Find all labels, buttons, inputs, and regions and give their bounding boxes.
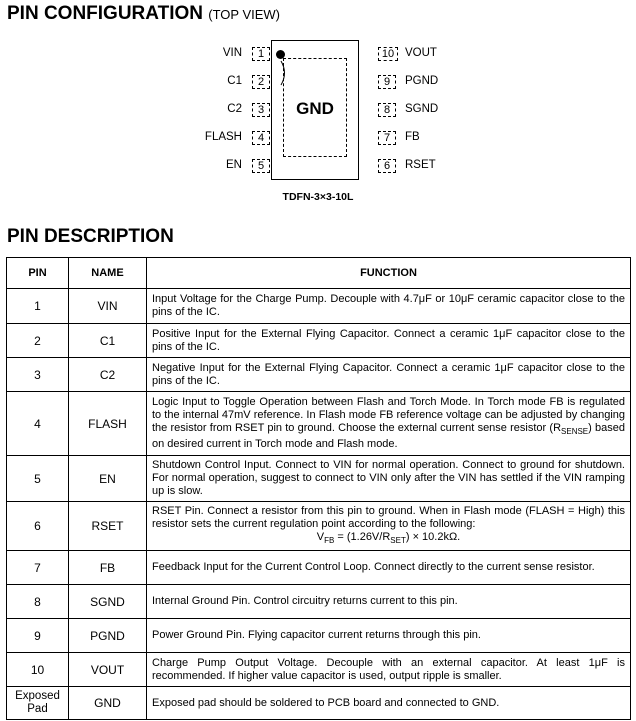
pin-description-table [6,257,631,720]
pin-cell: 9 [7,619,69,653]
header-name: NAME [69,258,147,289]
pin-cell: 3 [7,358,69,392]
name-cell: PGND [69,619,147,653]
table-row [7,585,631,619]
pin-name-pgnd: PGND [405,75,439,87]
table-header-row [7,258,631,289]
package-diagram [204,36,439,186]
formula-end: ) × 10.2kΩ. [405,531,461,543]
rset-formula [152,531,625,547]
formula-v: V [316,531,325,543]
pin-box-2: 2 [252,75,270,89]
name-cell: VOUT [69,653,147,687]
function-cell: Positive Input for the External Flying Capacitor. Connect a ceramic 1μF capacitor close to the pins of the IC. [147,324,631,358]
pin-box-5: 5 [252,159,270,173]
pin-box-6: 6 [378,159,396,173]
pin-cell [7,687,69,720]
table-row [7,687,631,720]
pin-cell: 5 [7,456,69,502]
table-row [7,289,631,324]
rsense-subscript: SENSE [561,427,589,437]
function-cell: Exposed pad should be soldered to PCB board and connected to GND. [147,687,631,720]
pin-box-8: 8 [378,103,396,117]
table-row [7,653,631,687]
header-function: FUNCTION [147,258,631,289]
package-caption: TDFN-3×3-10L [282,191,354,203]
name-cell: VIN [69,289,147,324]
function-cell: Negative Input for the External Flying Capacitor. Connect a ceramic 1μF capacitor close to the pins of the IC. [147,358,631,392]
function-text: Logic Input to Toggle Operation between Flash and Torch Mode. In Torch mode FB is regulated to the internal 47mV reference. In Flash mode FB reference voltage can be adjusted by changing the resistor from RSET pin to ground. Choose the external current sense resistor (R [152,395,625,434]
top-view-subtitle: (TOP VIEW) [208,7,281,22]
function-text: RSET Pin. Connect a resistor from this pin to ground. When in Flash mode (FLASH = High) this resistor sets the current regulation point according to the following: [152,505,625,530]
pin-box-7: 7 [378,131,396,145]
pin-name-vout: VOUT [405,47,437,59]
pin-box-10: 10 [378,47,398,61]
name-cell: GND [69,687,147,720]
name-cell: SGND [69,585,147,619]
pin-cell-line2: Pad [27,703,48,716]
table-row [7,392,631,456]
formula-set-subscript: SET [390,536,406,546]
pin-box-3: 3 [252,103,270,117]
pin-configuration-title [7,3,280,25]
function-cell: Charge Pump Output Voltage. Decouple with an external capacitor. At least 1μF is recommended. If higher value capacitor is used, output ripple is smaller. [147,653,631,687]
pin-name-rset: RSET [405,159,436,171]
pin-description-title: PIN DESCRIPTION [7,226,174,247]
exposed-pad-label: GND [296,99,334,118]
name-cell: FB [69,551,147,585]
name-cell: EN [69,456,147,502]
pin-box-1: 1 [252,47,270,61]
pin-name-c2: C2 [227,103,242,115]
function-cell: Feedback Input for the Current Control Loop. Connect directly to the current sense resistor. [147,551,631,585]
function-text-end: ) based on desired current in Torch mode and Flash mode. [152,421,625,451]
pin-cell: 2 [7,324,69,358]
function-cell: Shutdown Control Input. Connect to VIN for normal operation. Connect to ground for shutdown. For normal operation, suggest to connect to VIN only after the VIN has settled if the VIN ramping up is slow. [147,456,631,502]
function-cell: Internal Ground Pin. Control circuitry returns current to this pin. [147,585,631,619]
function-cell: Input Voltage for the Charge Pump. Decouple with 4.7μF or 10μF ceramic capacitor close to the pins of the IC. [147,289,631,324]
header-pin: PIN [7,258,69,289]
pin-name-vin: VIN [222,47,242,59]
name-cell: FLASH [69,392,147,456]
pin-cell: 1 [7,289,69,324]
pin-cell: 6 [7,502,69,551]
table-row [7,502,631,551]
pin-cell: 7 [7,551,69,585]
table-row [7,358,631,392]
table-row [7,324,631,358]
formula-middle: = (1.26V/R [334,531,391,543]
formula-fb-subscript: FB [324,536,335,546]
function-cell: Power Ground Pin. Flying capacitor current returns through this pin. [147,619,631,653]
pin-cell: 8 [7,585,69,619]
function-cell [147,392,631,456]
function-cell [147,502,631,551]
package-notch-icon [280,60,290,86]
name-cell: RSET [69,502,147,551]
name-cell: C2 [69,358,147,392]
pin-cell: 4 [7,392,69,456]
pin-name-c1: C1 [227,75,242,87]
pin-name-fb: FB [405,131,420,143]
exposed-pad [283,58,347,157]
pin-box-9: 9 [378,75,396,89]
table-row [7,551,631,585]
table-row [7,456,631,502]
pin-name-flash: FLASH [204,131,242,143]
table-row [7,619,631,653]
pin-name-sgnd: SGND [405,103,439,115]
pin-name-en: EN [226,159,242,171]
pin-configuration-heading: PIN CONFIGURATION [7,3,203,24]
name-cell: C1 [69,324,147,358]
pin-box-4: 4 [252,131,270,145]
pin-cell: 10 [7,653,69,687]
pin-cell-line1: Exposed [15,690,60,703]
